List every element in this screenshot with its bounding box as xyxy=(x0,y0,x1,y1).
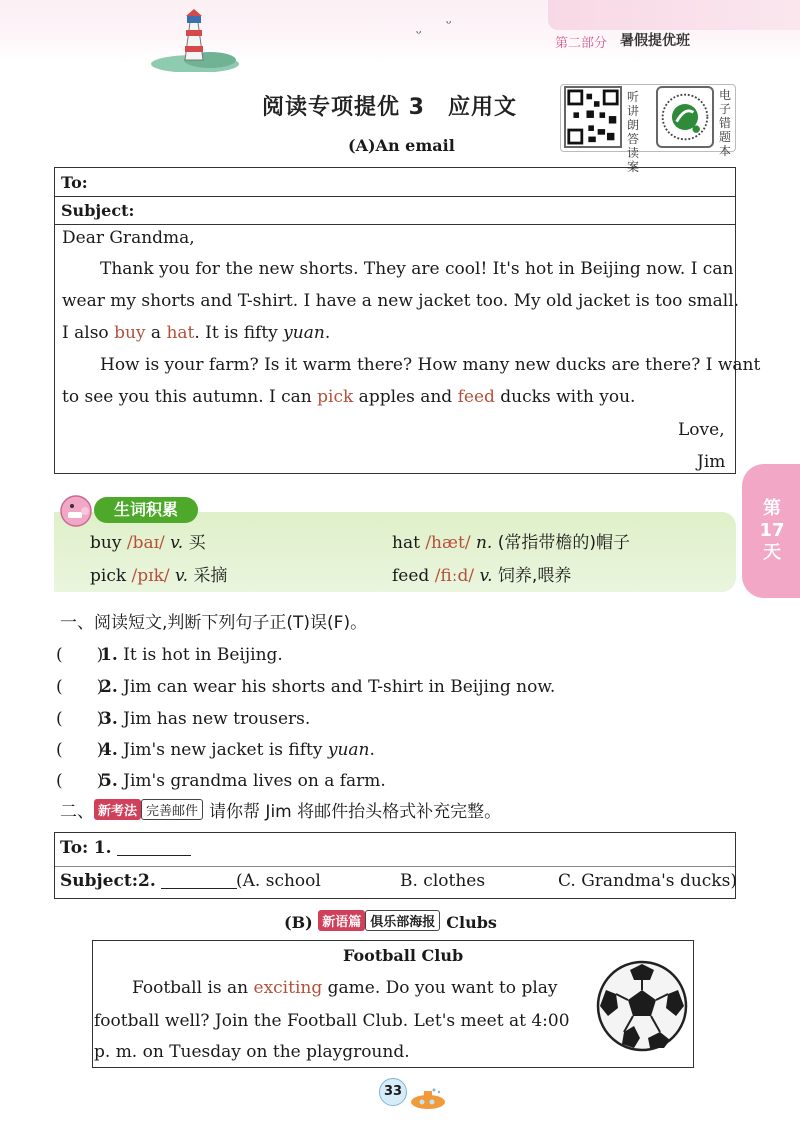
divider xyxy=(55,196,735,197)
divider xyxy=(55,224,735,225)
page-title: 阅读专项提优 3 应用文 xyxy=(262,95,517,120)
section1-title: 一、阅读短文,判断下列句子正(T)误(F)。 xyxy=(60,613,368,633)
page-number: 33 xyxy=(379,1078,407,1106)
vocab-item: buy /baɪ/ v. 买 xyxy=(90,533,206,553)
section-tag xyxy=(548,0,800,30)
email-greeting: Dear Grandma, xyxy=(62,228,195,248)
club-line: p. m. on Tuesday on the playground. xyxy=(94,1042,410,1062)
subject-answer: Subject:2. xyxy=(60,871,237,891)
email-closing: Love, xyxy=(678,420,725,440)
question-item: ( )3. Jim has new trousers. xyxy=(56,709,311,729)
email-line: to see you this autumn. I can pick apples and feed ducks with you. xyxy=(62,387,636,407)
divider xyxy=(55,866,735,867)
piggy-bank-icon xyxy=(56,492,96,528)
club-poster-badge: 俱乐部海报 xyxy=(365,910,440,931)
complete-email-badge: 完善邮件 xyxy=(141,799,203,820)
section2-title: 二、 新考法 完善邮件 请你帮 Jim 将邮件抬头格式补充完整。 xyxy=(60,797,501,822)
question-item: ( )4. Jim's new jacket is fifty yuan. xyxy=(56,740,375,760)
seagull-icon: ᵕ xyxy=(416,26,422,42)
to-blank[interactable] xyxy=(117,838,191,856)
email-line: How is your farm? Is it warm there? How many new ducks are there? I want xyxy=(100,355,761,375)
qr-code-icon[interactable] xyxy=(564,86,622,148)
club-title: Football Club xyxy=(343,946,464,965)
question-item: ( )2. Jim can wear his shorts and T-shirt in Beijing now. xyxy=(56,677,556,697)
email-box xyxy=(54,167,736,474)
section-class: 暑假提优班 xyxy=(620,33,690,49)
new-text-badge: 新语篇 xyxy=(318,910,365,931)
mini-program-code-icon[interactable] xyxy=(656,86,714,148)
part-a-title: (A)An email xyxy=(348,136,455,155)
soccer-ball-icon xyxy=(596,960,688,1052)
question-item: ( )1. It is hot in Beijing. xyxy=(56,645,283,665)
option-a: (A. school xyxy=(236,871,321,891)
part-b-title: (B) 新语篇 俱乐部海报 Clubs xyxy=(284,910,497,932)
section-part: 第二部分 xyxy=(555,36,608,51)
club-line: Football is an exciting game. Do you want to play xyxy=(132,978,558,998)
option-c: C. Grandma's ducks) xyxy=(558,871,737,891)
email-line: wear my shorts and T-shirt. I have a new jacket too. My old jacket is too small. xyxy=(62,291,740,311)
submarine-icon xyxy=(408,1088,448,1110)
club-line: football well? Join the Football Club. Let's meet at 4:00 xyxy=(94,1011,570,1031)
vocab-item: feed /fiːd/ v. 饲养,喂养 xyxy=(392,566,572,586)
new-method-badge: 新考法 xyxy=(94,799,141,820)
to-answer: To: 1. xyxy=(60,838,191,858)
vocab-item: hat /hæt/ n. (常指带檐的)帽子 xyxy=(392,533,630,553)
seagull-icon: ᵕ xyxy=(446,16,452,32)
day-tab-label: 第 17 天 xyxy=(759,498,785,563)
email-line: I also buy a hat. It is fifty yuan. xyxy=(62,323,331,343)
qr-label-errors: 电子错题本 xyxy=(718,88,731,158)
qr-label-listen: 听讲朗答读案 xyxy=(626,90,639,174)
to-label: To: xyxy=(61,173,88,192)
vocab-label: 生词积累 xyxy=(94,497,198,523)
vocab-item: pick /pɪk/ v. 采摘 xyxy=(90,566,228,586)
lighthouse-icon xyxy=(150,8,250,72)
email-line: Thank you for the new shorts. They are cool! It's hot in Beijing now. I can xyxy=(100,259,734,279)
subject-label: Subject: xyxy=(61,201,135,220)
subject-blank[interactable] xyxy=(161,871,237,889)
email-signature: Jim xyxy=(697,452,726,472)
question-item: ( )5. Jim's grandma lives on a farm. xyxy=(56,771,386,791)
option-b: B. clothes xyxy=(400,871,486,891)
